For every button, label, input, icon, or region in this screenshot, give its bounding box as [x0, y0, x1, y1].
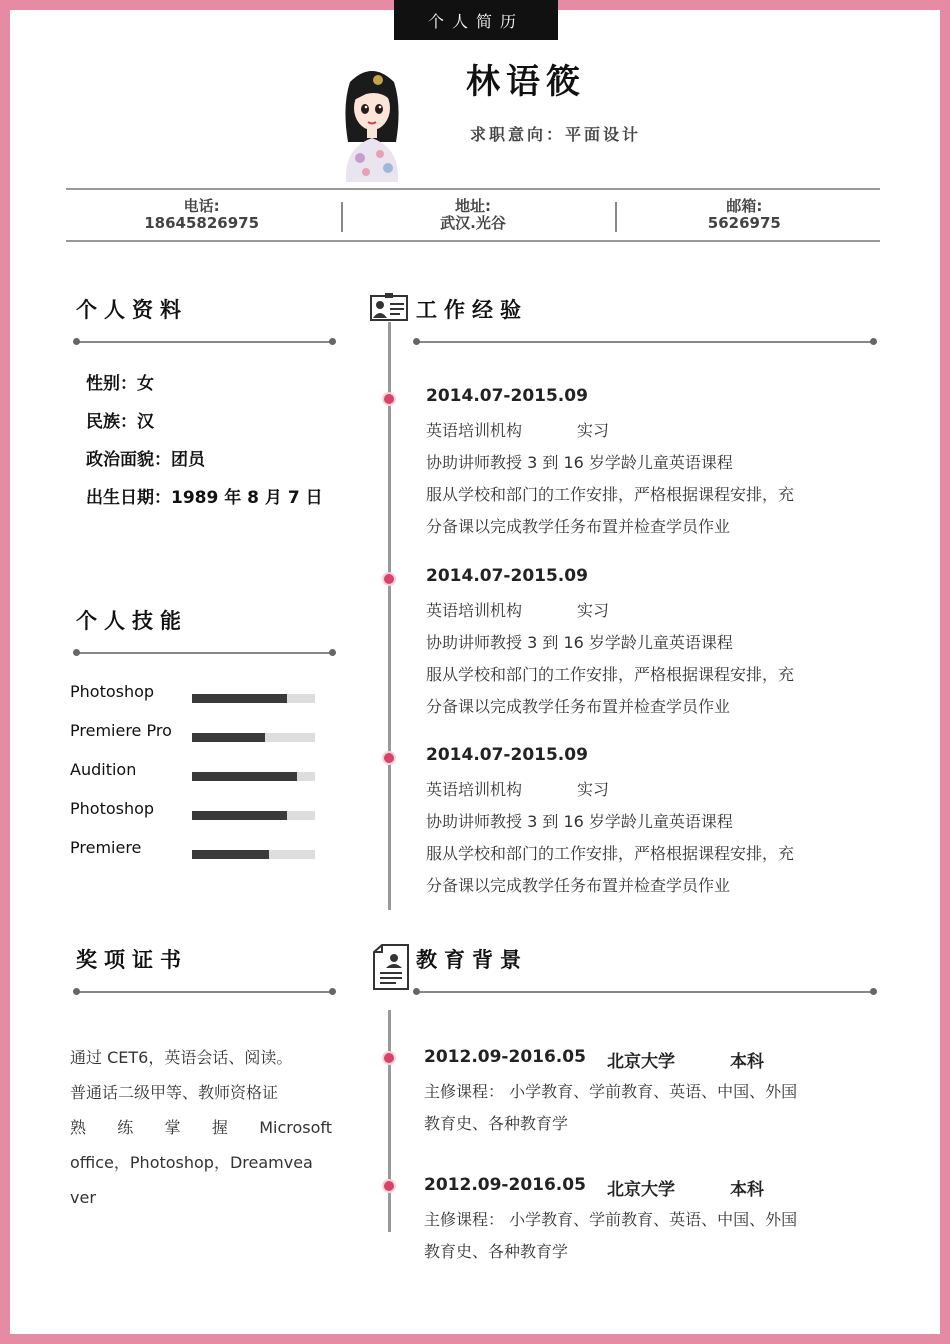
skill-name: Photoshop	[70, 682, 155, 701]
contact-address	[337, 190, 608, 240]
work-role: 实习	[577, 780, 610, 799]
awards-title: 奖项证书	[76, 948, 188, 972]
contact-divider	[615, 202, 617, 232]
edu-date: 2012.09-2016.05	[424, 1175, 586, 1195]
awards-text	[70, 1040, 332, 1215]
contact-phone	[66, 190, 337, 240]
award-word: 熟	[70, 1118, 87, 1137]
avatar	[332, 62, 412, 182]
profile-gender: 性别：女	[86, 374, 154, 394]
skill-name: Photoshop	[70, 799, 155, 818]
skill-bar-fill	[192, 811, 287, 820]
timeline-dot	[382, 392, 396, 406]
skill-row	[70, 799, 330, 823]
skill-row	[70, 721, 330, 745]
skill-bar	[192, 850, 315, 859]
skill-bar	[192, 733, 315, 742]
edu-courses: 教育史、各种教育学	[424, 1242, 569, 1261]
contact-value: 5626975	[707, 214, 781, 232]
skill-bar-fill	[192, 733, 265, 742]
work-role: 实习	[577, 601, 610, 620]
edu-courses: 主修课程： 小学教育、学前教育、英语、中国、外国	[424, 1210, 798, 1229]
work-role: 实习	[577, 421, 610, 440]
skill-bar	[192, 694, 315, 703]
award-word: 练	[117, 1118, 134, 1137]
work-desc: 服从学校和部门的工作安排，严格根据课程安排，充	[426, 665, 795, 684]
work-desc: 分备课以完成教学任务布置并检查学员作业	[426, 876, 731, 895]
work-desc: 服从学校和部门的工作安排，严格根据课程安排，充	[426, 485, 795, 504]
skill-bar	[192, 772, 315, 781]
contact-label: 邮箱:	[726, 197, 763, 215]
work-date: 2014.07-2015.09	[426, 386, 588, 406]
award-line	[70, 1110, 332, 1145]
award-line: office，Photoshop，Dreamvea	[70, 1153, 313, 1172]
edu-school: 北京大学	[607, 1180, 675, 1200]
work-desc: 分备课以完成教学任务布置并检查学员作业	[426, 517, 731, 536]
section-rule	[76, 652, 333, 654]
resume-tab: 个人简历	[394, 0, 558, 40]
work-desc: 协助讲师教授 3 到 16 岁学龄儿童英语课程	[426, 812, 733, 831]
award-word: Microsoft	[259, 1118, 332, 1137]
skill-name: Premiere Pro	[70, 721, 172, 740]
education-title: 教育背景	[416, 948, 528, 972]
contact-label: 电话:	[183, 197, 220, 215]
skill-bar-fill	[192, 850, 269, 859]
job-objective: 求职意向：平面设计	[470, 125, 642, 144]
award-line: ver	[70, 1188, 96, 1207]
edu-courses: 教育史、各种教育学	[424, 1114, 569, 1133]
profile-birthdate: 出生日期：1989 年 8 月 7 日	[86, 488, 323, 508]
work-desc: 分备课以完成教学任务布置并检查学员作业	[426, 697, 731, 716]
work-org: 英语培训机构	[426, 421, 523, 440]
skill-bar-fill	[192, 694, 287, 703]
skill-name: Audition	[70, 760, 137, 779]
timeline-dot	[382, 1179, 396, 1193]
skill-name: Premiere	[70, 838, 142, 857]
work-desc: 服从学校和部门的工作安排，严格根据课程安排，充	[426, 844, 795, 863]
work-date: 2014.07-2015.09	[426, 745, 588, 765]
education-timeline	[388, 1010, 391, 1232]
resume-document-icon	[372, 944, 410, 990]
work-date: 2014.07-2015.09	[426, 566, 588, 586]
award-line: 通过 CET6，英语会话、阅读。	[70, 1048, 293, 1067]
skill-bar-fill	[192, 772, 297, 781]
section-rule	[76, 341, 333, 343]
skill-bar	[192, 811, 315, 820]
section-rule	[416, 341, 874, 343]
award-word: 掌	[164, 1118, 181, 1137]
award-line: 普通话二级甲等、教师资格证	[70, 1083, 279, 1102]
award-word: 握	[211, 1118, 228, 1137]
edu-date: 2012.09-2016.05	[424, 1047, 586, 1067]
timeline-dot	[382, 1051, 396, 1065]
candidate-name: 林语筱	[466, 62, 586, 102]
contact-label: 地址:	[454, 197, 491, 215]
id-card-icon	[370, 293, 408, 321]
contact-value: 18645826975	[144, 214, 260, 232]
edu-degree: 本科	[730, 1180, 764, 1200]
skill-row	[70, 760, 330, 784]
work-desc: 协助讲师教授 3 到 16 岁学龄儿童英语课程	[426, 633, 733, 652]
profile-ethnicity: 民族：汉	[86, 412, 154, 432]
profile-political: 政治面貌：团员	[86, 450, 205, 470]
profile-title: 个人资料	[76, 298, 188, 322]
skills-title: 个人技能	[76, 609, 188, 633]
section-rule	[416, 991, 874, 993]
contact-value: 武汉.光谷	[440, 214, 506, 232]
skill-row	[70, 682, 330, 706]
contact-email	[609, 190, 880, 240]
edu-courses: 主修课程： 小学教育、学前教育、英语、中国、外国	[424, 1082, 798, 1101]
edu-school: 北京大学	[607, 1052, 675, 1072]
timeline-dot	[382, 572, 396, 586]
edu-degree: 本科	[730, 1052, 764, 1072]
section-rule	[76, 991, 333, 993]
skill-row	[70, 838, 330, 862]
work-desc: 协助讲师教授 3 到 16 岁学龄儿童英语课程	[426, 453, 733, 472]
work-org: 英语培训机构	[426, 780, 523, 799]
work-timeline	[388, 322, 391, 910]
contact-bar	[66, 188, 880, 242]
contact-divider	[341, 202, 343, 232]
work-org: 英语培训机构	[426, 601, 523, 620]
timeline-dot	[382, 751, 396, 765]
work-title: 工作经验	[416, 298, 528, 322]
